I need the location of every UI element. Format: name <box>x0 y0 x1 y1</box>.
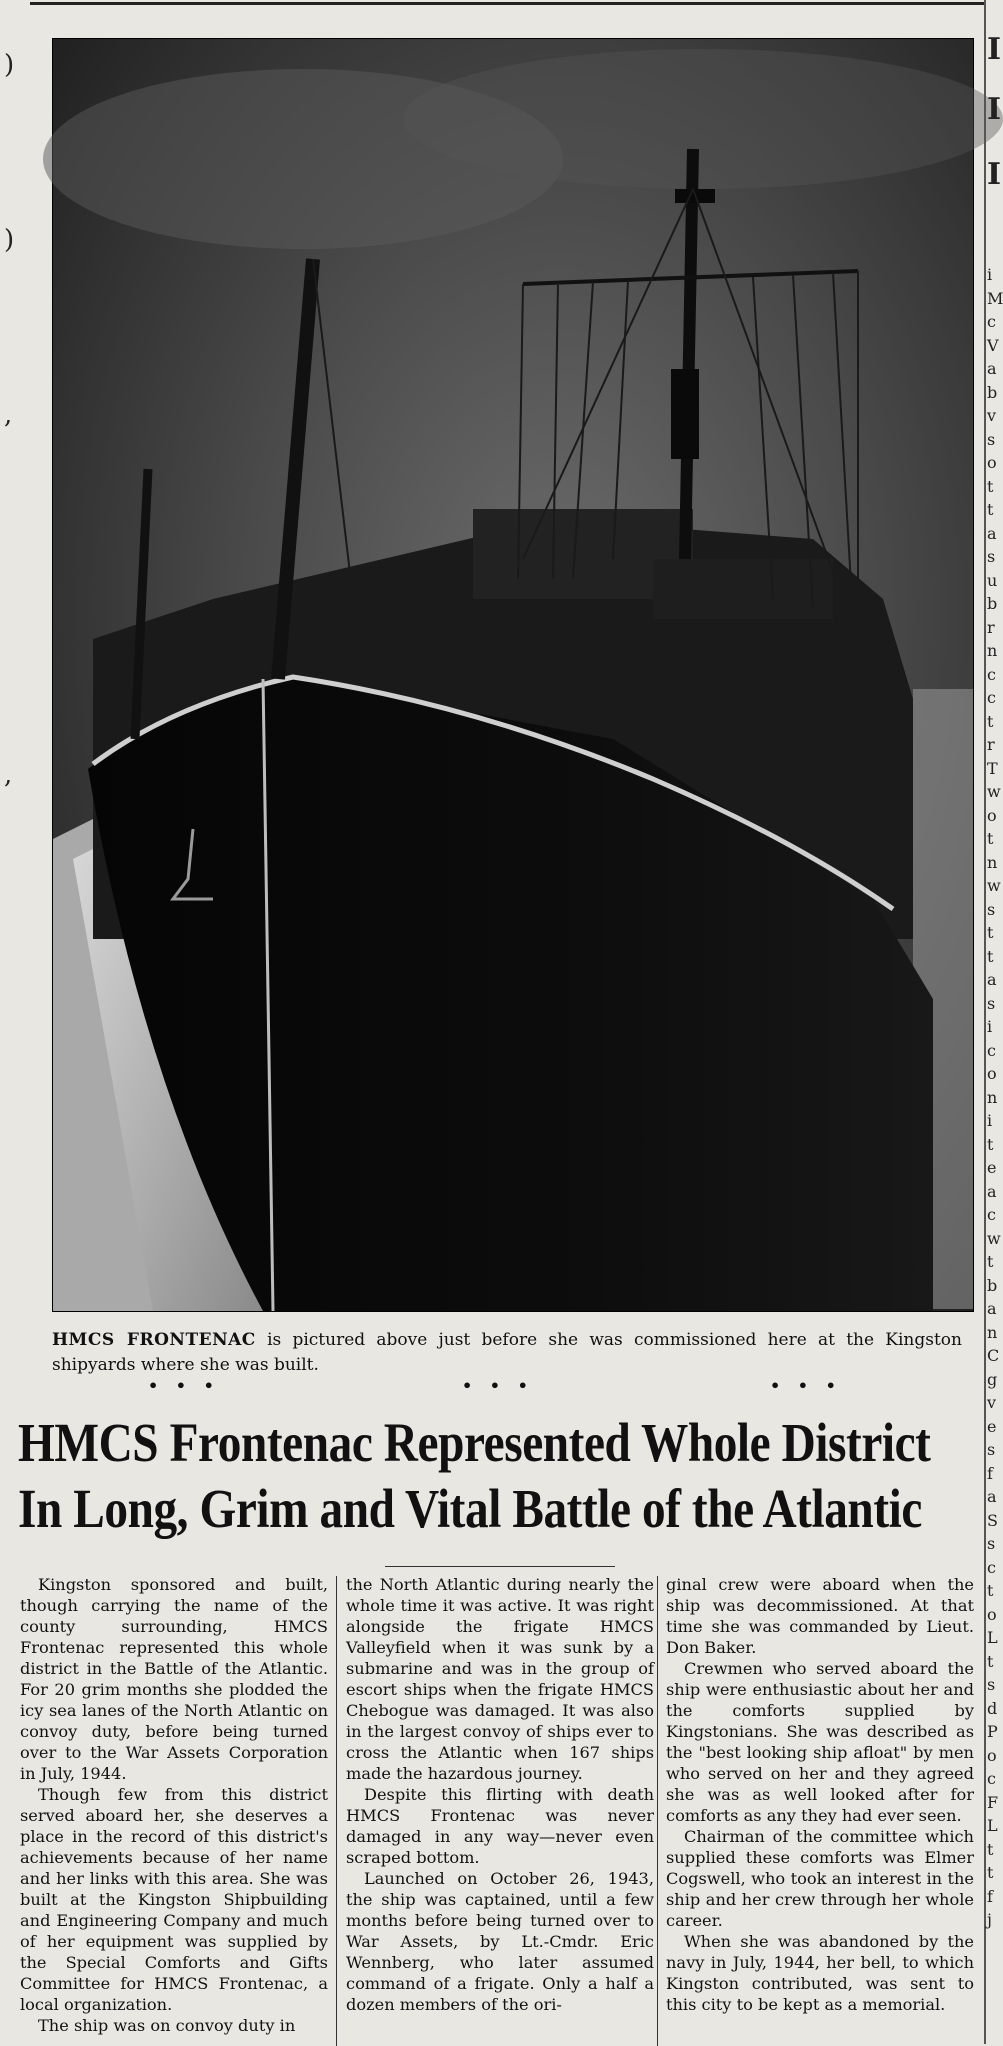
edge-letter: t <box>987 1863 994 1882</box>
edge-letter: I <box>987 92 1002 127</box>
edge-letter: w <box>987 876 1001 895</box>
paragraph: Though few from this district served aboard her, she deserves a place in the record of this district's achievements because of her name and her links with this area. She was built at the Kingston Shipbuilding and Engineering Company and much of her equipment was supplied by the Special Comforts and Gifts Committee for HMCS Frontenac, a local organization. <box>20 1785 328 2014</box>
edge-letter: t <box>987 1252 994 1271</box>
left-edge-marks: ) ) , , <box>4 50 15 790</box>
edge-letter: a <box>987 523 997 543</box>
edge-letter: t <box>987 1839 994 1859</box>
edge-letter: a <box>987 359 997 378</box>
edge-letter: o <box>987 1745 997 1765</box>
edge-letter: n <box>987 1087 998 1107</box>
column-rule-2 <box>657 1576 658 2046</box>
edge-letter: c <box>987 1205 996 1224</box>
edge-letter: V <box>987 335 999 355</box>
paragraph: the North Atlantic during nearly the whole time it was active. It was right alongside the frigate HMCS Valleyfield when it was sunk by a submarine and was in the group of escort ships when the frigate HMCS Chebogue was damaged. It was also in the largest convoy of ships ever to cross the Atlantic when 167 ships made the hazardous journey. <box>346 1575 654 1783</box>
edge-letter: v <box>987 1393 997 1412</box>
edge-letter: t <box>987 923 994 942</box>
edge-letter: c <box>987 312 996 331</box>
ship-illustration <box>53 39 973 1311</box>
edge-letter: I <box>987 32 1002 67</box>
edge-letter: c <box>987 1769 996 1788</box>
separator-dots-left: • • • <box>148 1376 220 1395</box>
edge-letter: s <box>987 1534 996 1553</box>
edge-letter: L <box>987 1816 998 1835</box>
edge-letter: c <box>987 688 996 707</box>
edge-letter: s <box>987 899 996 919</box>
edge-letter: e <box>987 1416 997 1436</box>
edge-letter: f <box>987 1886 993 1906</box>
edge-letter: w <box>987 782 1001 801</box>
edge-letter: b <box>987 382 998 402</box>
edge-letter: b <box>987 594 998 613</box>
edge-letter: n <box>987 852 998 872</box>
paragraph: The ship was on convoy duty in <box>38 2016 296 2035</box>
edge-letter: T <box>987 758 998 778</box>
edge-letter: a <box>987 1487 997 1506</box>
edge-letter: a <box>987 970 997 989</box>
edge-letter: d <box>987 1698 998 1718</box>
article-body <box>20 1562 975 2044</box>
column-rule-1 <box>336 1576 337 2046</box>
edge-letter: e <box>987 1158 997 1177</box>
edge-letter: i <box>987 265 993 284</box>
edge-letter: u <box>987 570 998 590</box>
edge-letter: s <box>987 547 996 566</box>
edge-letter: i <box>987 1111 993 1130</box>
paragraph: Launched on October 26, 1943, the ship was captained, until a few months before being turned over to War Assets, by Lt.-Cmdr. Eric Wennberg, who later assumed command of a frigate. Only a half a dozen members of the ori- <box>346 1869 654 2014</box>
article-column-2 <box>346 1574 654 2015</box>
edge-letter: P <box>987 1722 998 1741</box>
paragraph: When she was abandoned by the navy in July, 1944, her bell, to which Kingston contributed, was sent to this city to be kept as a memorial. <box>666 1932 974 2014</box>
edge-letter: n <box>987 1322 998 1342</box>
column-divider-right <box>984 0 986 2044</box>
edge-letter: o <box>987 453 997 472</box>
edge-letter: n <box>987 641 998 660</box>
paragraph: ginal crew were aboard when the ship was decommissioned. At that time she was commanded by Lieut. Don Baker. <box>666 1575 974 1657</box>
paragraph: Chairman of the committee which supplied these comforts was Elmer Cogswell, who took an interest in the ship and her crew through her whole career. <box>666 1827 974 1930</box>
edge-letter: L <box>987 1628 998 1647</box>
photo-caption <box>52 1328 962 1378</box>
caption-ship-name: HMCS FRONTENAC <box>52 1330 256 1350</box>
edge-letter: t <box>987 500 994 519</box>
edge-letter: c <box>987 664 996 684</box>
edge-letter: t <box>987 1651 994 1671</box>
edge-letter: s <box>987 1440 996 1459</box>
edge-letter: g <box>987 1369 998 1389</box>
edge-letter: M <box>987 288 1003 308</box>
edge-letter: I <box>987 157 1002 192</box>
article-column-3 <box>666 1574 974 2015</box>
edge-letter: f <box>987 1463 993 1483</box>
caption-text: is pictured above just before she was commissioned here at the Kingston shipyards where she was built. <box>52 1330 962 1375</box>
paragraph: Kingston sponsored and built, though carrying the name of the county surrounding, HMCS Frontenac represented this whole district in the Battle of the Atlantic. For 20 grim months she plodded the icy sea lanes of the North Atlantic on convoy duty, before being turned over to the War Assets Corporation in July, 1944. <box>20 1575 328 1783</box>
edge-letter: s <box>987 1675 996 1694</box>
edge-letter: a <box>987 1181 997 1201</box>
article-headline <box>18 1410 973 1542</box>
column-head-rule <box>385 1566 615 1567</box>
headline-line-1: HMCS Frontenac Represented Whole District <box>18 1412 931 1473</box>
edge-letter: t <box>987 1581 994 1600</box>
edge-letter: S <box>987 1510 998 1530</box>
edge-letter: F <box>987 1792 999 1812</box>
edge-letter: t <box>987 1134 994 1154</box>
edge-letter: o <box>987 1604 997 1624</box>
edge-letter: b <box>987 1275 998 1295</box>
edge-letter: C <box>987 1346 1000 1365</box>
ship-photo <box>52 38 974 1312</box>
edge-letter: t <box>987 711 994 731</box>
edge-letter: r <box>987 735 995 754</box>
edge-letter: o <box>987 1064 997 1083</box>
edge-letter: c <box>987 1040 996 1060</box>
edge-letter: j <box>987 1910 992 1929</box>
article-column-1 <box>20 1574 328 2036</box>
edge-letter: o <box>987 805 997 825</box>
edge-letter: r <box>987 617 995 637</box>
top-rule <box>30 2 985 5</box>
headline-line-2: In Long, Grim and Vital Battle of the Atlantic <box>18 1478 922 1539</box>
edge-letter: a <box>987 1299 997 1318</box>
paragraph: Despite this flirting with death HMCS Frontenac was never damaged in any way—never even scraped bottom. <box>346 1785 654 1867</box>
edge-letter: s <box>987 429 996 449</box>
edge-letter: t <box>987 946 994 966</box>
edge-letter: t <box>987 829 994 848</box>
edge-letter: i <box>987 1017 993 1036</box>
separator-dots-center: • • • <box>462 1376 534 1395</box>
separator-dots-right: • • • <box>770 1376 842 1395</box>
edge-letter: c <box>987 1557 996 1577</box>
edge-letter: w <box>987 1228 1001 1248</box>
edge-letter: v <box>987 406 997 425</box>
edge-letter: t <box>987 476 994 496</box>
paragraph: Crewmen who served aboard the ship were enthusiastic about her and the comforts supplied by Kingstonians. She was described as the "best looking ship afloat" by men who served on her and they agreed she was as well looked after for comforts as any they had ever seen. <box>666 1659 974 1825</box>
edge-letter: s <box>987 993 996 1013</box>
adjacent-column-fragment <box>987 0 1003 2044</box>
